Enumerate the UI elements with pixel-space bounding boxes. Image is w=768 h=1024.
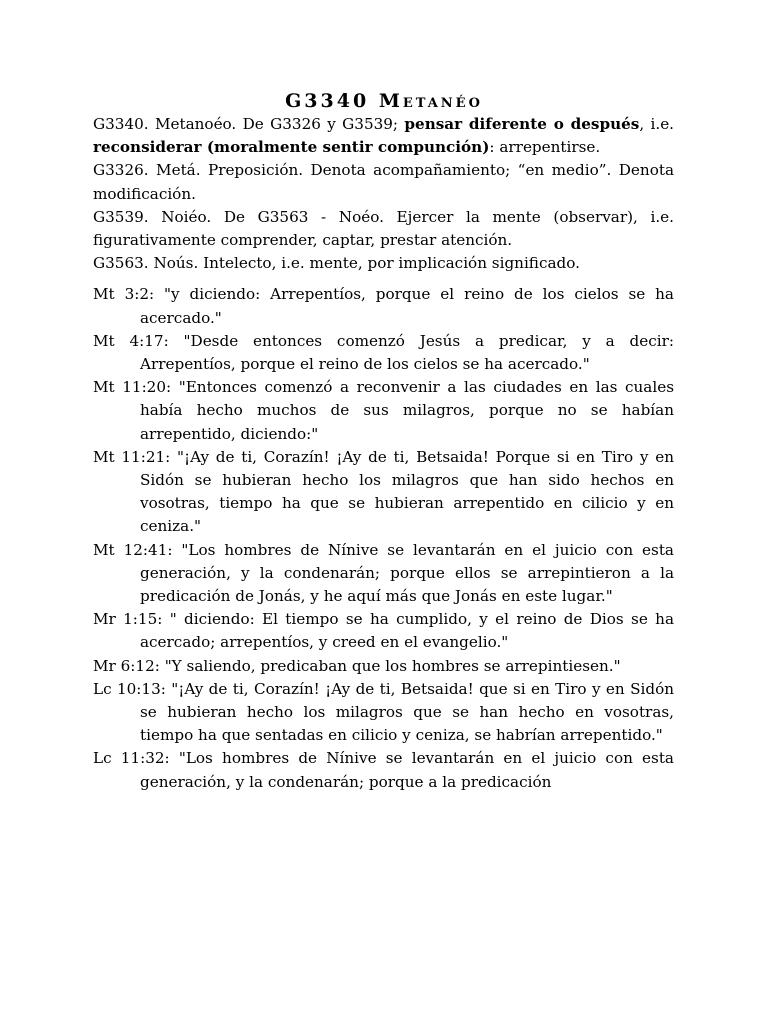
page-title: [0, 89, 768, 113]
verse-mt-4-17: Mt 4:17: "Desde entonces comenzó Jesús a predicar, y a decir: Arrepentíos, porque el reino de los cielos se ha acercado.": [93, 331, 674, 374]
verse-lc-11-32: Lc 11:32: "Los hombres de Nínive se levantarán en el juicio con esta generación, y la condenarán; porque a la predicación: [93, 749, 674, 791]
verse-mt-11-20: Mt 11:20: "Entonces comenzó a reconvenir a las ciudades en las cuales había hecho muchos de sus milagros, porque no se habían arrepentido, diciendo:": [93, 378, 674, 443]
verse-mt-3-2: Mt 3:2: "y diciendo: Arrepentíos, porque el reino de los cielos se ha acercado.": [93, 285, 674, 327]
verse-mt-11-21: Mt 11:21: "¡Ay de ti, Corazín! ¡Ay de ti, Betsaida! Porque si en Tiro y en Sidón se hubieran hecho los milagros que han sido hechos en vosotras, tiempo ha que se hubieran arrepentido en cilicio y en ceniza.": [93, 447, 674, 536]
verse-mr-1-15: Mr 1:15: " diciendo: El tiempo se ha cumplido, y el reino de Dios se ha acercado; arrepentíos, y creed en el evangelio.": [93, 610, 674, 652]
verse-mr-6-12: Mr 6:12: "Y saliendo, predicaban que los hombres se arrepintiesen.": [93, 656, 621, 675]
sub-entry-g3326: G3326. Metá. Preposición. Denota acompañamiento; “en medio”. Denota modificación.: [93, 161, 674, 203]
verse-mt-12-41: Mt 12:41: "Los hombres de Nínive se levantarán en el juicio con esta generación, y la condenarán; porque ellos se arrepintieron a la predicación de Jonás, y he aquí más que Jonás en este lugar.": [93, 540, 674, 606]
definition-mid: , i.e.: [639, 115, 675, 133]
definition-end: : arrepentirse.: [489, 138, 601, 157]
document-body: [93, 113, 674, 794]
verse-lc-10-13: Lc 10:13: "¡Ay de ti, Corazín! ¡Ay de ti, Betsaida! que si en Tiro y en Sidón se hubieran hecho los milagros que se han hecho en vosotras, tiempo ha que sentadas en cilicio y ceniza, se habrían arrepentido.": [93, 679, 674, 745]
title-code: G3340: [285, 90, 370, 112]
definition-intro: G3340. Metanoéo. De G3326 y G3539;: [93, 115, 405, 133]
definition-bold-2: reconsiderar (moralmente sentir compunción): [93, 138, 490, 157]
definition-paragraph: [93, 113, 674, 159]
sub-entry-g3563: G3563. Noús. Intelecto, i.e. mente, por implicación significado.: [93, 254, 580, 273]
title-word: Metanéo: [378, 90, 483, 112]
sub-entry-g3539: G3539. Noiéo. De G3563 - Noéo. Ejercer la mente (observar), i.e. figurativamente comprender, captar, prestar atención.: [93, 207, 674, 250]
definition-bold-1: pensar diferente o después: [404, 115, 640, 133]
